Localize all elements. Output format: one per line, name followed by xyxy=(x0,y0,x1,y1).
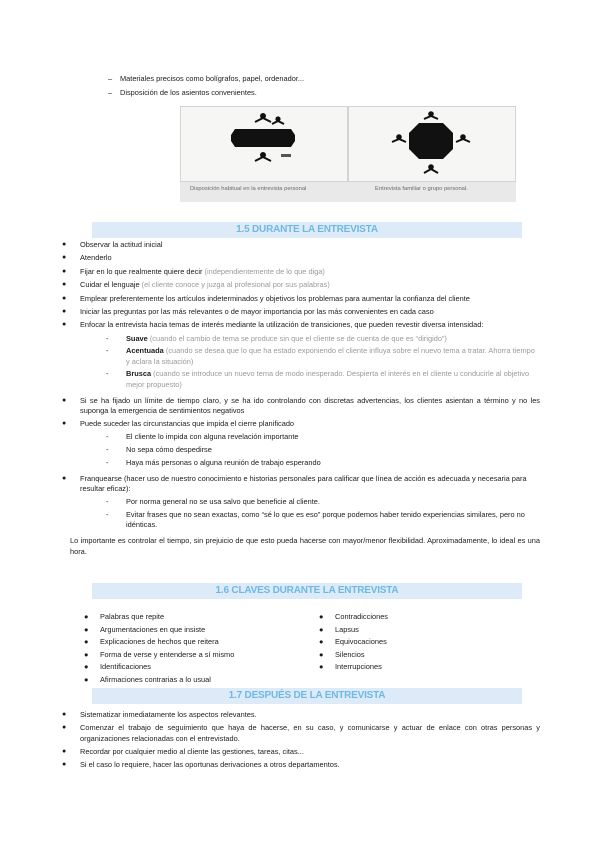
section-title-1-7: 1.7 DESPUÉS DE LA ENTREVISTA xyxy=(92,688,522,704)
list-item-text: Comenzar el trabajo de seguimiento que haya de hacerse, en su caso, y comunicarse y actuar de enlace con otras personas y organizaciones relacionadas con el entrevistado. xyxy=(80,723,540,743)
list-item: ● Identificaciones xyxy=(84,662,151,672)
list-item-text: Contradicciones xyxy=(335,612,388,621)
list-item-text: Explicaciones de hechos que reitera xyxy=(100,637,219,647)
transition-term: Acentuada xyxy=(126,346,164,356)
section-title-1-5: 1.5 DURANTE LA ENTREVISTA xyxy=(92,222,522,238)
list-item: ● Recordar por cualquier medio al cliente las gestiones, tareas, citas... xyxy=(62,747,540,757)
list-item: ● Si se ha fijado un límite de tiempo claro, y se ha ido controlando con discretas advertencias, los clientes asientan a término y no les suponga la emergencia de sentimientos negativos xyxy=(62,395,540,415)
list-item: - Haya más personas o alguna reunión de trabajo esperando xyxy=(106,457,321,467)
list-item-text: Evitar frases que no sean exactas, como “sé lo que es eso” porque podemos haber tenido experiencias similares, pero no idénticas. xyxy=(126,510,525,530)
group-interview-illustration xyxy=(349,107,517,183)
keys-column-right xyxy=(319,612,519,688)
figure-caption-left: Disposición habitual en la entrevista personal xyxy=(190,186,307,192)
list-item-note: (el cliente conoce y juzga al profesional por sus palabras) xyxy=(141,280,330,290)
list-item-text: Haya más personas o alguna reunión de trabajo esperando xyxy=(126,457,321,467)
list-item-text: Si se ha fijado un límite de tiempo claro, y se ha ido controlando con discretas advertencias, los clientes asientan a término y no les suponga la emergencia de sentimientos negativos xyxy=(80,395,540,415)
list-item: – Disposición de los asientos convenientes. xyxy=(108,88,257,98)
list-item: ● Interrupciones xyxy=(319,662,382,672)
figure-caption-right: Entrevista familiar o grupo personal. xyxy=(375,186,468,192)
photo-personal-interview xyxy=(180,106,348,182)
list-item: - Suave (cuando el cambio de tema se produce sin que el cliente se de cuenta de que es “dirigido”) xyxy=(106,333,447,343)
list-item: ● Palabras que repite xyxy=(84,612,165,621)
transition-desc: (cuando se introduce un nuevo tema de modo inesperado. Despierta el interés en el cliente u conducirle al objetivo mejor propuesto) xyxy=(126,369,530,389)
list-item-text: Identificaciones xyxy=(100,662,151,672)
list-item: ● Afirmaciones contrarias a lo usual xyxy=(84,674,211,684)
list-item-text: Afirmaciones contrarias a lo usual xyxy=(100,674,211,684)
transition-term: Brusca xyxy=(126,369,152,379)
transitions-intro: Enfocar la entrevista hacia temas de interés mediante la utilización de transiciones, que pueden revestir diversa intensidad: xyxy=(80,320,484,330)
list-item-text: Si el caso lo requiere, hacer las oportunas derivaciones a otros departamentos. xyxy=(80,760,340,770)
list-item-text: Fijar en lo que realmente quiere decir xyxy=(80,266,203,276)
list-item: ● Iniciar las preguntas por las más relevantes o de mayor importancia por las más convenientes en cada caso xyxy=(62,307,540,317)
transition-desc: (cuando se desea que lo que ha estado exponiendo el cliente influya sobre el nuevo tema a tratar. Ahorra tiempo y aclara la situación) xyxy=(126,346,535,366)
keys-columns xyxy=(84,612,524,688)
frank-intro: Franquearse (hacer uso de nuestro conocimiento e historias personales para calificar que línea de acción es adecuada y necesaria para resultar eficaz): xyxy=(80,473,527,494)
list-item-text: Argumentaciones en que insiste xyxy=(100,624,206,634)
list-item: - Acentuada (cuando se desea que lo que ha estado exponiendo el cliente influya sobre el nuevo tema a tratar. Ahorra tiempo y aclara la situación) xyxy=(106,346,535,366)
transition-term: Suave xyxy=(126,333,148,343)
list-item-text: Iniciar las preguntas por las más relevantes o de mayor importancia por las más convenientes en cada caso xyxy=(80,306,434,316)
list-item: ● Fijar en lo que realmente quiere decir (independientemente de lo que diga) xyxy=(62,266,325,276)
list-item-text: Por norma general no se usa salvo que beneficie al cliente. xyxy=(126,497,320,507)
section-title-1-6: 1.6 CLAVES DURANTE LA ENTREVISTA xyxy=(92,583,522,599)
list-item: ● Si el caso lo requiere, hacer las oportunas derivaciones a otros departamentos. xyxy=(62,760,540,770)
list-item: ● Argumentaciones en que insiste xyxy=(84,624,206,634)
list-item: ● Contradicciones xyxy=(319,612,388,621)
list-item: - Brusca (cuando se introduce un nuevo tema de modo inesperado. Despierta el interés en el cliente u conducirle al objetivo mejor propuesto) xyxy=(106,369,530,389)
list-item: - Evitar frases que no sean exactas, como “sé lo que es eso” porque podemos haber tenido experiencias similares, pero no idénticas. xyxy=(106,510,540,530)
list-item-text: El cliente lo impida con alguna revelación importante xyxy=(126,432,299,442)
section-1-5-list xyxy=(62,240,540,557)
frank-list xyxy=(106,497,540,530)
list-item-text: Lapsus xyxy=(335,624,359,634)
list-item: ● Franquearse (hacer uso de nuestro conocimiento e historias personales para calificar que línea de acción es adecuada y necesaria para resultar eficaz): - Por norma general no se usa salvo que beneficie al cliente. - Evitar frases que no sean exactas, como “sé lo que es eso” porque podemos haber tenido experiencias similares, pero no idénticas. xyxy=(62,474,540,533)
top-dash-list xyxy=(108,74,304,102)
keys-column-left xyxy=(84,612,319,688)
list-item-text: Materiales precisos como bolígrafos, papel, ordenador... xyxy=(120,74,305,83)
list-item-text: Sistematizar inmediatamente los aspectos relevantes. xyxy=(80,710,257,719)
list-item: ● Observar la actitud inicial xyxy=(62,240,163,249)
list-item: ● Puede suceder las circunstancias que impida el cierre planificado - El cliente lo impida con alguna revelación importante - No sepa cómo despedirse - Haya más personas o alguna reunión de trabajo esperando xyxy=(62,419,540,471)
closing-list xyxy=(106,432,540,468)
list-item: ● Comenzar el trabajo de seguimiento que haya de hacerse, en su caso, y comunicarse y actuar de enlace con otras personas y organizaciones relacionadas con el entrevistado. xyxy=(62,723,540,743)
list-item: ● Sistematizar inmediatamente los aspectos relevantes. xyxy=(62,710,540,720)
transition-desc: (cuando el cambio de tema se produce sin que el cliente se de cuenta de que es “dirigido”) xyxy=(149,333,447,343)
list-item: ● Explicaciones de hechos que reitera xyxy=(84,637,219,647)
list-item: ● Cuidar el lenguaje (el cliente conoce y juzga al profesional por sus palabras) xyxy=(62,280,330,290)
list-item: ● Enfocar la entrevista hacia temas de interés mediante la utilización de transiciones, que pueden revestir diversa intensidad: - Suave (cuando el cambio de tema se produce sin que el cliente se de cuenta de que es “dirigido”) - Acentuada (cuando se desea que lo que ha estado exponiendo el cliente influya sobre el nuevo tema a tratar. Ahorra tiempo y aclara la situación) - Brusca (cuando se introduce un nuevo tema de modo inesperado. Despierta el interés en el cliente u conducirle al objetivo mejor propuesto) xyxy=(62,320,540,392)
list-item-text: Interrupciones xyxy=(335,662,382,672)
list-item-text: Emplear preferentemente los artículos indeterminados y objetivos los problemas para aumentar la confianza del cliente xyxy=(80,293,470,303)
list-item: ● Emplear preferentemente los artículos indeterminados y objetivos los problemas para aumentar la confianza del cliente xyxy=(62,294,540,304)
list-item: ● Forma de verse y entenderse a sí mismo xyxy=(84,649,235,659)
list-item: - El cliente lo impida con alguna revelación importante xyxy=(106,432,299,442)
closing-intro: Puede suceder las circunstancias que impida el cierre planificado xyxy=(80,419,295,429)
list-item-text: Cuidar el lenguaje xyxy=(80,280,140,290)
list-item-text: Recordar por cualquier medio al cliente las gestiones, tareas, citas... xyxy=(80,746,304,756)
list-item: ● Equivocaciones xyxy=(319,637,387,647)
list-item-text: Silencios xyxy=(335,649,365,659)
list-item: ● Atenderlo xyxy=(62,253,112,263)
list-item-text: Palabras que repite xyxy=(100,612,165,621)
list-item: - Por norma general no se usa salvo que beneficie al cliente. xyxy=(106,497,320,507)
list-item-text: Atenderlo xyxy=(80,253,112,263)
seating-figure xyxy=(180,106,516,202)
list-item-text: Forma de verse y entenderse a sí mismo xyxy=(100,649,235,659)
transitions-list xyxy=(106,334,540,390)
personal-interview-illustration xyxy=(181,107,349,183)
list-item-text: No sepa cómo despedirse xyxy=(126,445,212,455)
photo-group-interview xyxy=(348,106,516,182)
list-item: ● Lapsus xyxy=(319,624,359,634)
list-item-text: Equivocaciones xyxy=(335,637,387,647)
list-item: ● Silencios xyxy=(319,649,365,659)
section-1-7-list xyxy=(62,710,540,774)
list-item-note: (independientemente de lo que diga) xyxy=(204,266,325,276)
list-item-text: Observar la actitud inicial xyxy=(80,240,163,249)
list-item-text: Disposición de los asientos convenientes. xyxy=(120,88,257,98)
closing-paragraph: Lo importante es controlar el tiempo, sin prejuicio de que esto pueda hacerse con mayor/menor flexibilidad. Aproximadamente, lo ideal es una hora. xyxy=(70,536,540,556)
list-item: - No sepa cómo despedirse xyxy=(106,445,212,455)
list-item: – Materiales precisos como bolígrafos, papel, ordenador... xyxy=(108,74,305,83)
